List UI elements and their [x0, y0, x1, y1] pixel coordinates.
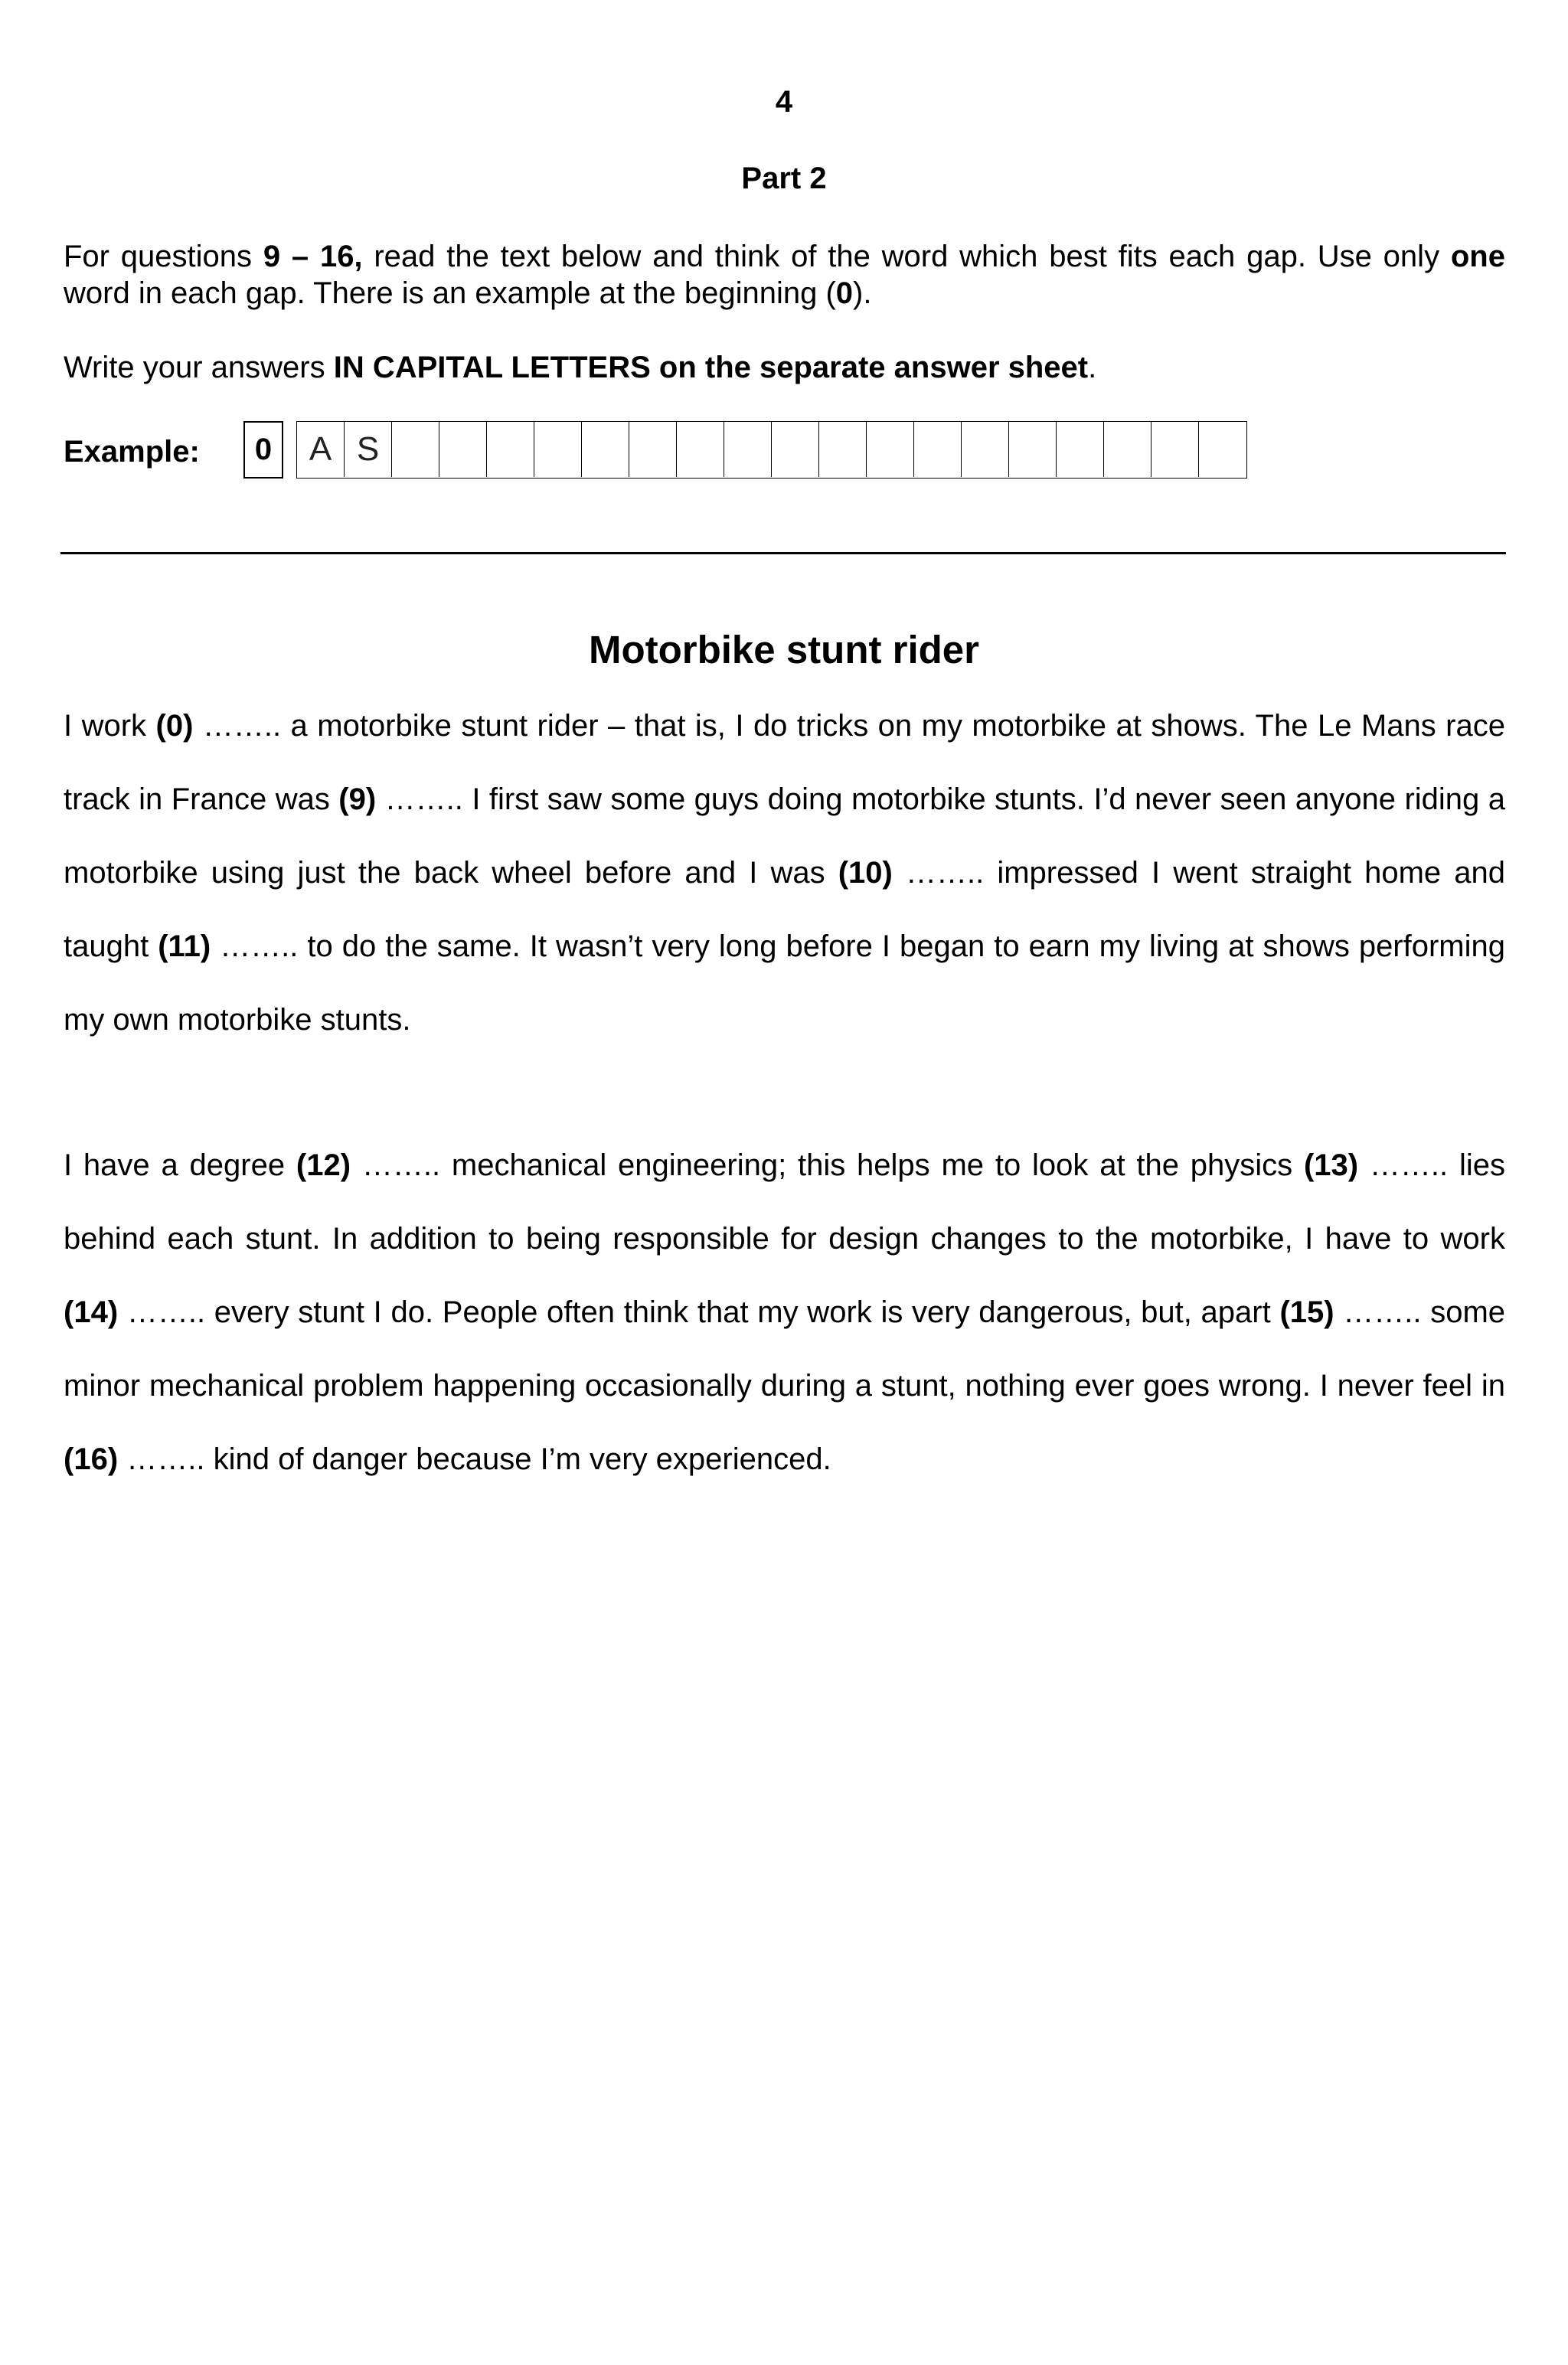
- instructions-line-1: [64, 238, 1505, 312]
- answer-cell: [677, 422, 724, 477]
- answer-cell: [487, 422, 534, 477]
- example-label: Example:: [64, 435, 200, 469]
- answer-cell: [439, 422, 487, 477]
- example-zero: 0: [835, 276, 854, 310]
- instr-text: ).: [853, 276, 872, 310]
- gap-number: (0): [155, 709, 194, 743]
- answer-cell: A: [297, 422, 345, 477]
- instr-text: .: [1088, 351, 1097, 384]
- story-text: …….. lies behind each stunt. In addition to being responsible for design changes to the motorbike, I have to work: [64, 1148, 1505, 1256]
- answer-cell: [1152, 422, 1199, 477]
- story-text: …….. I first saw some guys doing motorbike stunts. I’d never seen anyone riding a motorbike using just the back wheel before and I was: [64, 782, 1506, 890]
- story-text: I work: [64, 709, 156, 743]
- gap-number: (12): [296, 1148, 351, 1182]
- part-title: Part 2: [741, 162, 827, 195]
- story-text: …….. a motorbike stunt rider – that is, I do tricks on my motorbike at shows. The Le Mans race track in France was: [64, 709, 1505, 816]
- story-text: …….. mechanical engineering; this helps me to look at the physics: [351, 1148, 1304, 1182]
- example-answer-cells: [296, 421, 1247, 479]
- story-paragraph-1: [64, 689, 1505, 1057]
- capital-letters-emphasis: IN CAPITAL LETTERS on the separate answer sheet: [333, 351, 1089, 384]
- answer-cell: [962, 422, 1009, 477]
- gap-number: (14): [64, 1295, 119, 1329]
- answer-cell: [629, 422, 677, 477]
- answer-cell: [582, 422, 629, 477]
- story-text: …….. kind of danger because I’m very experienced.: [118, 1442, 831, 1476]
- one-word-emphasis: one: [1450, 240, 1505, 273]
- gap-number: (9): [338, 782, 377, 816]
- page-number: 4: [775, 85, 793, 119]
- answer-cell: [1009, 422, 1057, 477]
- instr-text: For questions: [64, 240, 263, 273]
- story-paragraph-2: [64, 1129, 1505, 1496]
- story-text: …….. impressed I went straight home and taught: [64, 856, 1506, 963]
- answer-cell: [1057, 422, 1104, 477]
- gap-number: (11): [158, 929, 211, 963]
- answer-cell: [914, 422, 962, 477]
- answer-cell: [392, 422, 439, 477]
- instr-text: Write your answers: [64, 351, 334, 384]
- gap-number: (13): [1303, 1148, 1359, 1182]
- story-title: Motorbike stunt rider: [588, 628, 980, 671]
- story-text: …….. some minor mechanical problem happening occasionally during a stunt, nothing ever goes wrong. I never feel in: [64, 1295, 1506, 1403]
- answer-cell: [1104, 422, 1152, 477]
- example-number-box: 0: [243, 421, 283, 479]
- answer-cell: [724, 422, 772, 477]
- question-range: 9 – 16,: [263, 240, 363, 273]
- gap-number: (10): [838, 856, 893, 890]
- gap-number: (15): [1279, 1295, 1334, 1329]
- section-divider: [60, 552, 1506, 554]
- answer-cell: S: [345, 422, 392, 477]
- story-text: …….. to do the same. It wasn’t very long before I began to earn my living at shows performing my own motorbike stunts.: [64, 929, 1506, 1037]
- answer-cell: [534, 422, 582, 477]
- story-text: I have a degree: [64, 1148, 296, 1182]
- gap-number: (16): [64, 1442, 119, 1476]
- answer-cell: [1199, 422, 1246, 477]
- answer-cell: [819, 422, 867, 477]
- instr-text: word in each gap. There is an example at the beginning (: [64, 276, 836, 310]
- instructions-line-2: [64, 349, 1505, 386]
- story-text: …….. every stunt I do. People often think that my work is very dangerous, but, apart: [118, 1295, 1280, 1329]
- answer-cell: [867, 422, 914, 477]
- instr-text: read the text below and think of the word which best fits each gap. Use only: [362, 240, 1451, 273]
- answer-cell: [772, 422, 819, 477]
